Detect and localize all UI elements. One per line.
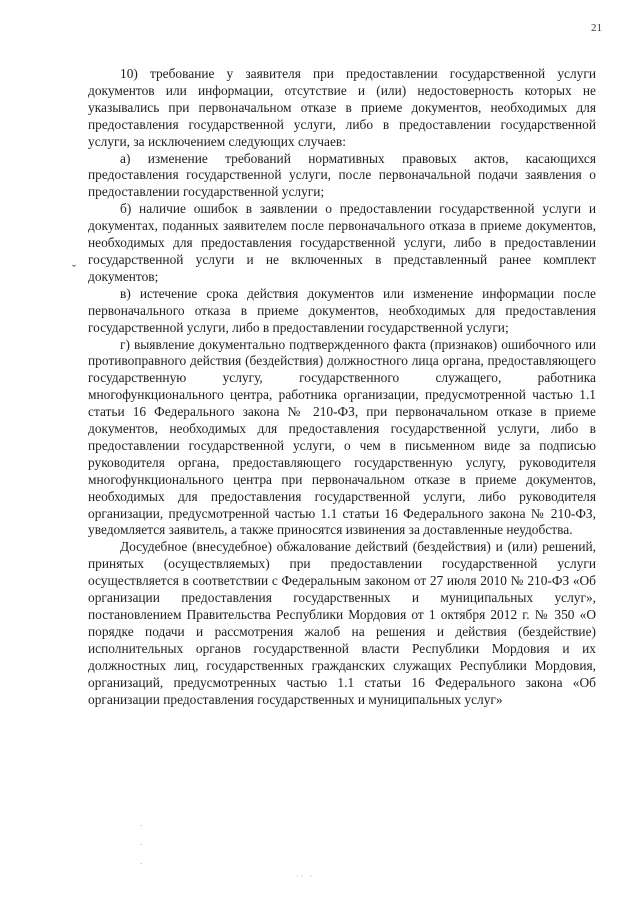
scan-artifact: ·· · <box>296 872 314 881</box>
paragraph-item-10: 10) требование у заявителя при предоставлении государственной услуги документов или информации, отсутствие и (или) недостоверность которых не указывались при первоначальном отказе в приеме документов, необходимых для предоставления государственной услуги, либо в предоставлении государственной услуги, за исключением следующих случаев: <box>88 66 596 149</box>
document-body <box>88 66 596 708</box>
paragraph-subitem-g: г) выявление документально подтвержденного факта (признаков) ошибочного или противоправного действия (бездействия) должностного лица органа, предоставляющего государственную услугу, государственного служащего, работника многофункционального центра, работника организации, предусмотренной частью 1.1 статьи 16 Федерального закона № 210-ФЗ, при первоначальном отказе в приеме документов, необходимых для предоставления государственной услуги, либо в предоставлении государственной услуги, о чем в письменном виде за подписью руководителя органа, предоставляющего государственную услугу, руководителя многофункционального центра при первоначальном отказе в приеме документов, необходимых для предоставления государственной услуги, либо руководителя организации, предусмотренной частью 1.1 статьи 16 Федерального закона № 210-ФЗ, уведомляется заявитель, а также приносятся извинения за доставленные неудобства. <box>88 336 596 538</box>
page-number: 21 <box>591 22 602 34</box>
paragraph-subitem-b: б) наличие ошибок в заявлении о предоставлении государственной услуги и документах, поданных заявителем после первоначального отказа в приеме документов, необходимых для предоставления государственной услуги, либо в предоставлении государственной услуги и не включенных в представленный ранее комплект документов; <box>88 201 596 284</box>
margin-mark: ˇ <box>72 262 76 276</box>
paragraph-appeal: Досудебное (внесудебное) обжалование действий (бездействия) и (или) решений, принятых (осуществляемых) при предоставлении государственной услуги осуществляется в соответствии с Федеральным законом от 27 июля 2010 № 210-ФЗ «Об организации предоставления государственных и муниципальных услуг», постановлением Правительства Республики Мордовия от 1 октября 2012 г. № 350 «О порядке подачи и рассмотрения жалоб на решения и действия (бездействие) исполнительных органов государственной власти Республики Мордовия и их должностных лиц, государственных гражданских служащих Республики Мордовия, организаций, предусмотренных частью 1.1 статьи 16 Федерального закона «Об организации предоставления государственных и муниципальных услуг» <box>88 539 596 707</box>
paragraph-subitem-a: а) изменение требований нормативных правовых актов, касающихся предоставления государственной услуги, после первоначальной подачи заявления о предоставлении государственной услуги; <box>88 150 596 200</box>
paragraph-subitem-v: в) истечение срока действия документов или изменение информации после первоначального отказа в приеме документов, необходимых для предоставления государственной услуги, либо в предоставлении государственной услуги; <box>88 285 596 335</box>
scan-specks: · · · <box>140 822 143 868</box>
